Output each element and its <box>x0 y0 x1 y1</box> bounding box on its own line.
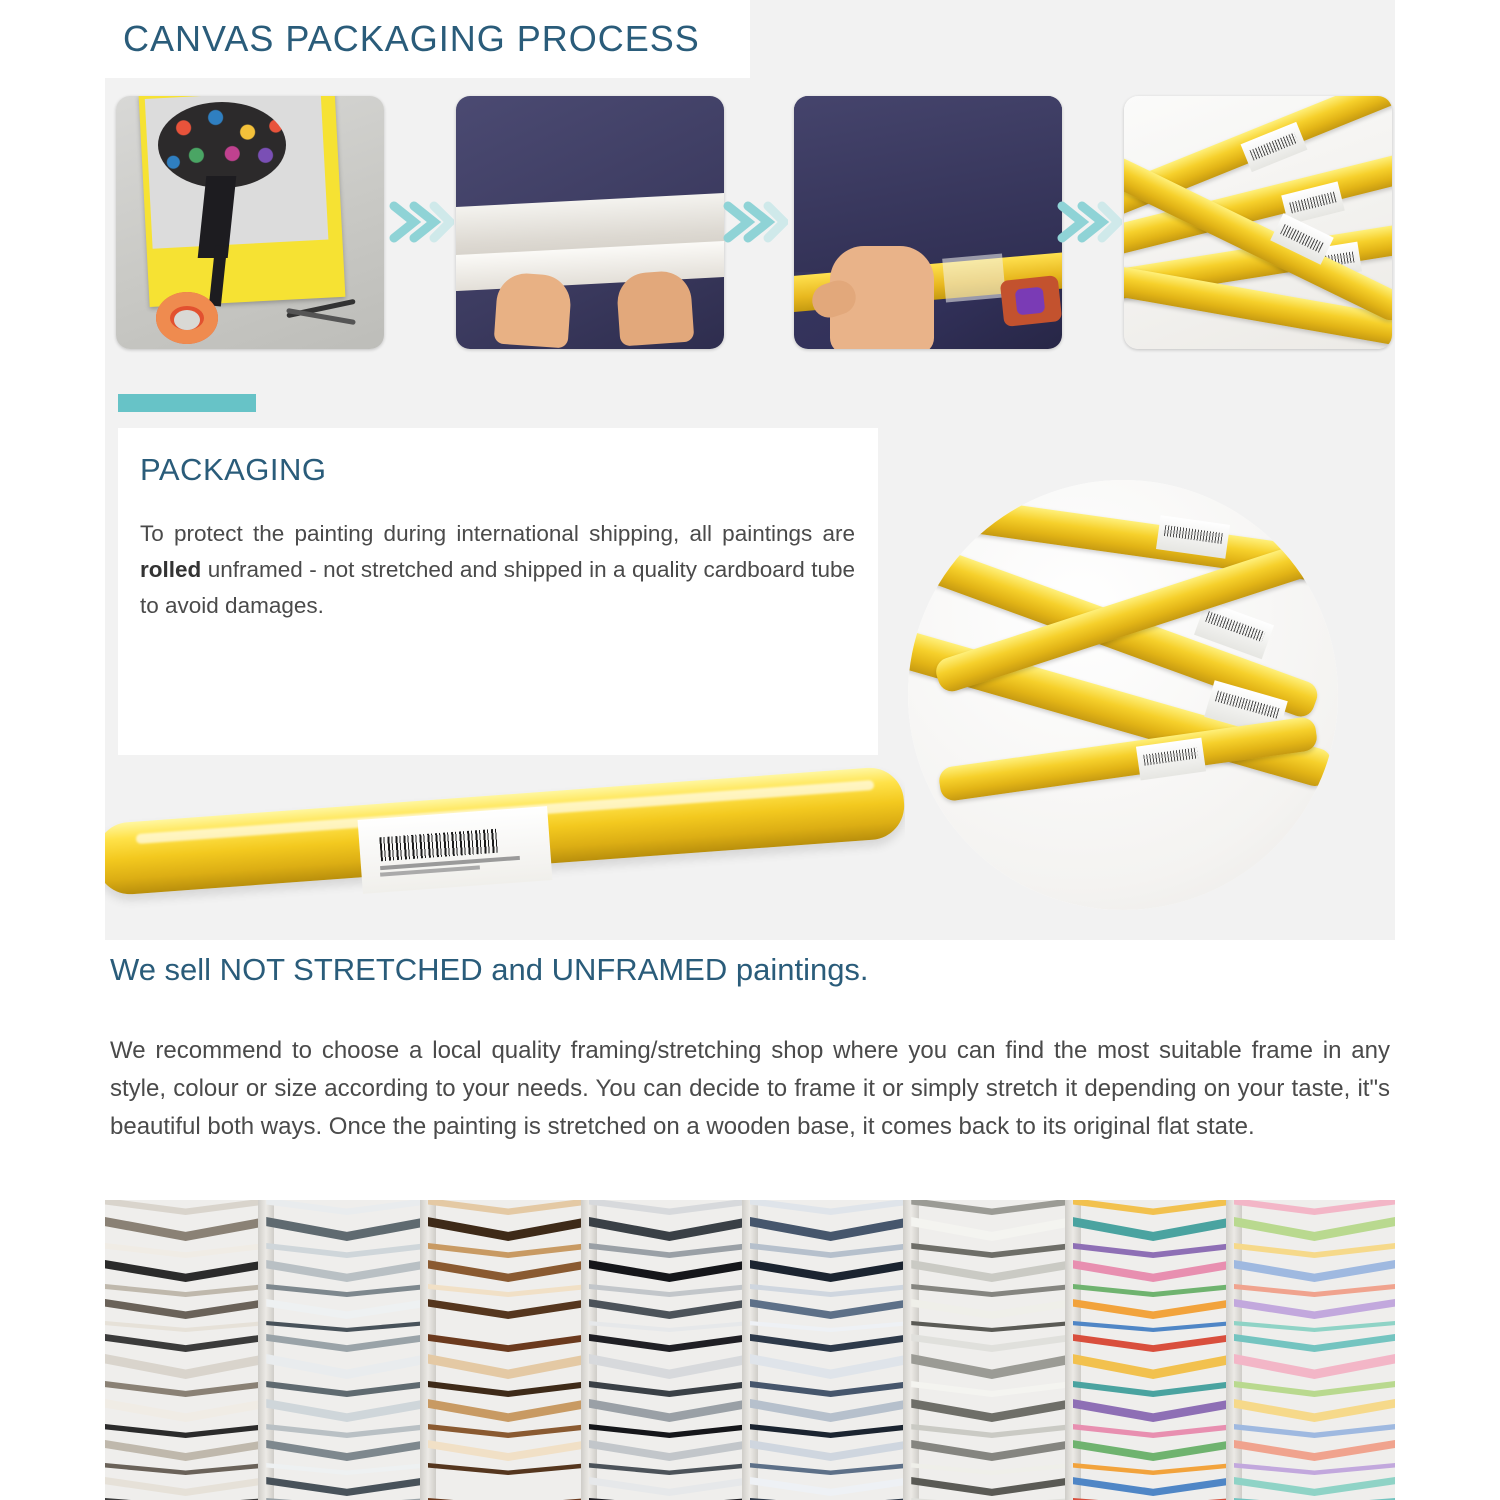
packaging-text-part1: To protect the painting during international shipping, all paintings are <box>140 521 855 546</box>
packaging-paragraph <box>140 516 855 624</box>
frame-sample-chevron <box>1234 1299 1395 1319</box>
frame-sample-chevron <box>911 1399 1072 1422</box>
frame-sample-chevron <box>911 1354 1072 1379</box>
frame-sample-chevron <box>428 1299 589 1319</box>
frame-sample-chevron <box>750 1200 911 1215</box>
arrow-right-icon-3 <box>1056 192 1122 252</box>
frame-sample-chevron <box>428 1260 589 1282</box>
frame-sample-chevron <box>1073 1200 1234 1215</box>
frame-sample-chevron <box>266 1217 427 1241</box>
frame-sample-chevron <box>750 1399 911 1422</box>
frame-sample-chevron <box>589 1334 750 1352</box>
frame-sample-chevron <box>1234 1463 1395 1475</box>
frame-sample-chevron <box>911 1243 1072 1258</box>
frame-sample-chevron <box>266 1334 427 1352</box>
frame-sample-chevron <box>750 1440 911 1461</box>
frame-sample-chevron <box>1234 1354 1395 1379</box>
single-rolled-tube-photo <box>105 755 905 940</box>
process-photo-1-cut-canvas <box>116 96 384 349</box>
scissors-icon <box>286 284 364 336</box>
frame-sample-chevron <box>1234 1477 1395 1496</box>
frame-sample-chevron <box>105 1299 266 1319</box>
unframed-paragraph: We recommend to choose a local quality framing/stretching shop where you can find the most suitable frame in any style, colour or size according to your needs. You can decide to frame it or simply stretch it depending on your taste, it"s beautiful both ways. Once the painting is stretched on a wooden base, it comes back to its original flat state. <box>110 1037 1390 1140</box>
frame-sample-chevron <box>1073 1321 1234 1332</box>
frame-sample-chevron <box>428 1440 589 1461</box>
frame-sample-chevron <box>911 1334 1072 1352</box>
frame-sample-chevron <box>105 1200 266 1215</box>
frame-sample-chevron <box>105 1321 266 1332</box>
frame-sample-chevron <box>750 1463 911 1475</box>
process-photo-2-wrap-paper <box>456 96 724 349</box>
frame-sample-chevron <box>105 1440 266 1461</box>
frame-sample-chevron <box>266 1440 427 1461</box>
process-photo-3-tape-tube <box>794 96 1062 349</box>
frame-sample-chevron <box>750 1354 911 1379</box>
frame-sample-chevron <box>589 1284 750 1297</box>
frame-sample-chevron <box>266 1321 427 1332</box>
frame-sample-chevron <box>589 1321 750 1332</box>
frame-sample-chevron <box>428 1284 589 1297</box>
arrow-right-icon-2 <box>722 192 788 252</box>
frame-sample-chevron <box>428 1399 589 1422</box>
frame-sample-chevron <box>1234 1381 1395 1397</box>
frame-sample-column <box>105 1200 266 1500</box>
frame-sample-column <box>750 1200 911 1500</box>
frame-sample-chevron <box>428 1200 589 1215</box>
frame-sample-chevron <box>589 1424 750 1438</box>
frame-sample-chevron <box>1234 1399 1395 1422</box>
frame-sample-chevron <box>1234 1334 1395 1352</box>
frame-sample-chevron <box>428 1321 589 1332</box>
frame-sample-chevron <box>1234 1284 1395 1297</box>
frame-sample-chevron <box>911 1477 1072 1496</box>
frame-sample-chevron <box>911 1463 1072 1475</box>
packaging-heading: PACKAGING <box>140 452 327 487</box>
process-photo-4-bundled-tubes <box>1124 96 1392 349</box>
frame-sample-column <box>1073 1200 1234 1500</box>
frame-sample-chevron <box>750 1217 911 1241</box>
frame-sample-chevron <box>266 1243 427 1258</box>
frame-sample-chevron <box>750 1321 911 1332</box>
frame-sample-chevron <box>750 1299 911 1319</box>
frame-sample-chevron <box>750 1424 911 1438</box>
frame-sample-chevron <box>105 1399 266 1422</box>
frame-sample-column <box>911 1200 1072 1500</box>
frame-sample-chevron <box>105 1260 266 1282</box>
frame-sample-chevron <box>1073 1463 1234 1475</box>
packaging-bold-word: rolled <box>140 557 202 582</box>
frame-sample-chevron <box>589 1200 750 1215</box>
frame-sample-chevron <box>266 1381 427 1397</box>
frame-sample-chevron <box>1073 1217 1234 1241</box>
teal-divider <box>118 394 256 412</box>
frame-sample-chevron <box>428 1424 589 1438</box>
frame-sample-chevron <box>589 1463 750 1475</box>
frame-sample-chevron <box>911 1217 1072 1241</box>
frame-sample-chevron <box>589 1260 750 1282</box>
frame-sample-chevron <box>1073 1399 1234 1422</box>
frame-sample-chevron <box>428 1354 589 1379</box>
frame-sample-chevron <box>750 1260 911 1282</box>
frame-sample-chevron <box>1073 1354 1234 1379</box>
frame-sample-chevron <box>911 1284 1072 1297</box>
frame-sample-chevron <box>105 1243 266 1258</box>
frame-sample-chevron <box>1073 1260 1234 1282</box>
rolled-tubes-closeup-photo <box>908 480 1338 910</box>
frame-sample-chevron <box>911 1299 1072 1319</box>
frame-sample-chevron <box>1073 1243 1234 1258</box>
frame-sample-chevron <box>750 1381 911 1397</box>
frame-sample-chevron <box>1234 1440 1395 1461</box>
frame-sample-chevron <box>750 1334 911 1352</box>
frame-sample-chevron <box>911 1381 1072 1397</box>
frame-sample-chevron <box>589 1440 750 1461</box>
frame-sample-chevron <box>589 1399 750 1422</box>
frame-sample-chevron <box>428 1334 589 1352</box>
frame-sample-chevron <box>105 1463 266 1475</box>
frame-sample-chevron <box>266 1299 427 1319</box>
frame-sample-chevron <box>266 1424 427 1438</box>
hand-icon <box>616 270 695 347</box>
frame-sample-chevron <box>428 1477 589 1496</box>
frame-sample-chevron <box>589 1243 750 1258</box>
frame-sample-chevron <box>1234 1243 1395 1258</box>
frame-sample-chevron <box>266 1284 427 1297</box>
frame-sample-chevron <box>428 1243 589 1258</box>
frame-sample-chevron <box>266 1354 427 1379</box>
frame-sample-chevron <box>1073 1334 1234 1352</box>
frame-sample-chevron <box>105 1477 266 1496</box>
frame-sample-chevron <box>428 1381 589 1397</box>
page-title: CANVAS PACKAGING PROCESS <box>123 18 700 59</box>
frame-sample-column <box>428 1200 589 1500</box>
frame-sample-chevron <box>105 1284 266 1297</box>
process-photo-strip <box>116 96 1391 354</box>
frame-sample-chevron <box>1073 1284 1234 1297</box>
frame-sample-chevron <box>1234 1200 1395 1215</box>
frame-samples-photo <box>105 1200 1395 1500</box>
arrow-right-icon-1 <box>388 192 454 252</box>
frame-sample-chevron <box>1234 1321 1395 1332</box>
frame-sample-chevron <box>911 1440 1072 1461</box>
frame-sample-chevron <box>428 1217 589 1241</box>
frame-sample-chevron <box>589 1381 750 1397</box>
frame-sample-chevron <box>911 1321 1072 1332</box>
frame-sample-chevron <box>266 1477 427 1496</box>
frame-sample-chevron <box>1073 1424 1234 1438</box>
process-title-box <box>105 0 750 78</box>
frame-sample-chevron <box>911 1260 1072 1282</box>
frame-sample-chevron <box>750 1284 911 1297</box>
frame-sample-chevron <box>428 1463 589 1475</box>
frame-sample-chevron <box>911 1424 1072 1438</box>
frame-sample-chevron <box>589 1354 750 1379</box>
frame-sample-column <box>266 1200 427 1500</box>
frame-sample-chevron <box>589 1299 750 1319</box>
frame-sample-chevron <box>1073 1299 1234 1319</box>
frame-sample-chevron <box>105 1334 266 1352</box>
frame-sample-chevron <box>266 1463 427 1475</box>
frame-sample-chevron <box>266 1200 427 1215</box>
frame-sample-chevron <box>1234 1424 1395 1438</box>
frame-sample-chevron <box>589 1477 750 1496</box>
frame-sample-column <box>589 1200 750 1500</box>
packaging-text-part2: unframed - not stretched and shipped in a quality cardboard tube to avoid damages. <box>140 557 855 618</box>
frame-sample-chevron <box>266 1260 427 1282</box>
frame-sample-chevron <box>1234 1260 1395 1282</box>
hand-icon <box>494 272 573 349</box>
frame-sample-column <box>1234 1200 1395 1500</box>
frame-sample-chevron <box>1234 1217 1395 1241</box>
frame-sample-chevron <box>1073 1440 1234 1461</box>
frame-sample-chevron <box>105 1217 266 1241</box>
unframed-heading: We sell NOT STRETCHED and UNFRAMED paintings. <box>110 952 869 987</box>
frame-sample-chevron <box>911 1200 1072 1215</box>
frame-sample-chevron <box>589 1217 750 1241</box>
frame-sample-chevron <box>105 1424 266 1438</box>
frame-sample-chevron <box>1073 1477 1234 1496</box>
frame-sample-chevron <box>105 1354 266 1379</box>
frame-sample-chevron <box>750 1243 911 1258</box>
frame-sample-chevron <box>750 1477 911 1496</box>
frame-sample-chevron <box>1073 1381 1234 1397</box>
frame-sample-chevron <box>266 1399 427 1422</box>
packaging-card <box>118 428 878 763</box>
frame-sample-chevron <box>105 1381 266 1397</box>
